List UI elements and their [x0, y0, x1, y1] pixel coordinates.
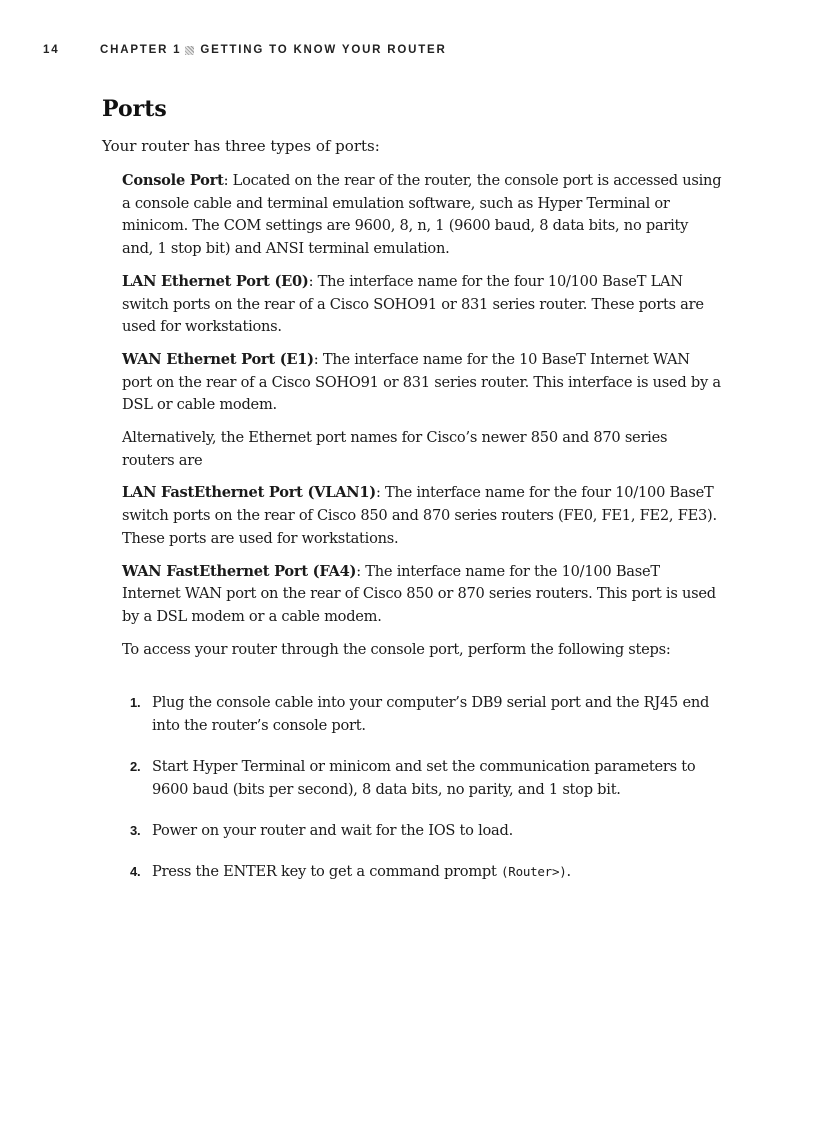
port-definition-wan-fa4 [122, 561, 722, 629]
port-description: The interface name for the 10/100 BaseT Internet WAN port on the rear of Cisco 850 or 870 series routers. This port is used by a DSL modem or a cable modem. [122, 562, 716, 625]
step-text: Power on your router and wait for the IOS to load. [152, 822, 513, 840]
step-item [122, 860, 722, 883]
port-definition-wan-e1 [122, 349, 722, 417]
page-body [122, 170, 722, 901]
step-text: Plug the console cable into your computer’s DB9 serial port and the RJ45 end into the router’s console port. [152, 694, 710, 735]
intro-paragraph: Your router has three types of ports: [102, 137, 380, 155]
term-separator: : [313, 350, 319, 368]
term-separator: : [375, 484, 381, 502]
step-text-before: Press the ENTER key to get a command prompt [152, 863, 502, 881]
term-separator: : [308, 272, 314, 290]
term-separator: : [356, 562, 361, 580]
step-item [122, 819, 722, 842]
port-description: The interface name for the four 10/100 BaseT switch ports on the rear of Cisco 850 and 870 series routers (FE0, FE1, FE2, FE3). These ports are used for workstations. [122, 484, 717, 547]
steps-list [122, 691, 722, 883]
step-item [122, 691, 722, 737]
port-definition-console [122, 170, 722, 261]
port-term: LAN Ethernet Port (E0) [122, 272, 309, 290]
alternative-paragraph: Alternatively, the Ethernet port names for Cisco’s newer 850 and 870 series routers are [122, 429, 668, 469]
step-item [122, 755, 722, 801]
chapter-label: CHAPTER 1 [100, 44, 182, 56]
running-head [43, 42, 447, 58]
port-term: WAN FastEthernet Port (FA4) [122, 562, 357, 580]
step-text [152, 860, 722, 883]
chapter-separator-icon [185, 46, 194, 55]
chapter-title: GETTING TO KNOW YOUR ROUTER [200, 44, 447, 56]
page-number: 14 [43, 44, 60, 56]
step-text: Start Hyper Terminal or minicom and set the communication parameters to 9600 baud (bits per second), 8 data bits, no parity, and 1 stop bit. [152, 758, 696, 799]
term-separator: : [223, 172, 229, 189]
command-prompt-code: (Router>) [501, 864, 567, 880]
step-number: 4. [130, 864, 141, 880]
steps-intro: To access your router through the console port, perform the following steps: [122, 640, 671, 658]
port-term: Console Port [122, 172, 224, 189]
step-number: 2. [130, 759, 141, 775]
port-definition-lan-vlan1 [122, 482, 722, 550]
port-description: The interface name for the four 10/100 BaseT LAN switch ports on the rear of a Cisco SOHO91 or 831 series router. These ports are used for workstations. [122, 272, 704, 336]
section-heading: Ports [102, 96, 167, 122]
step-number: 3. [130, 823, 141, 839]
step-text-after: . [566, 863, 571, 881]
port-term: LAN FastEthernet Port (VLAN1) [122, 484, 376, 502]
port-term: WAN Ethernet Port (E1) [122, 350, 314, 368]
port-description: The interface name for the 10 BaseT Internet WAN port on the rear of a Cisco SOHO91 or 831 series router. This interface is used by a DSL or cable modem. [122, 350, 721, 414]
step-number: 1. [130, 695, 141, 711]
port-definition-lan-e0 [122, 271, 722, 339]
port-description: Located on the rear of the router, the console port is accessed using a console cable and terminal emulation software, such as Hyper Terminal or minicom. The COM settings are 9600, 8, n, 1 (9600 baud, 8 data bits, no parity and, 1 stop bit) and ANSI terminal emulation. [122, 172, 722, 258]
